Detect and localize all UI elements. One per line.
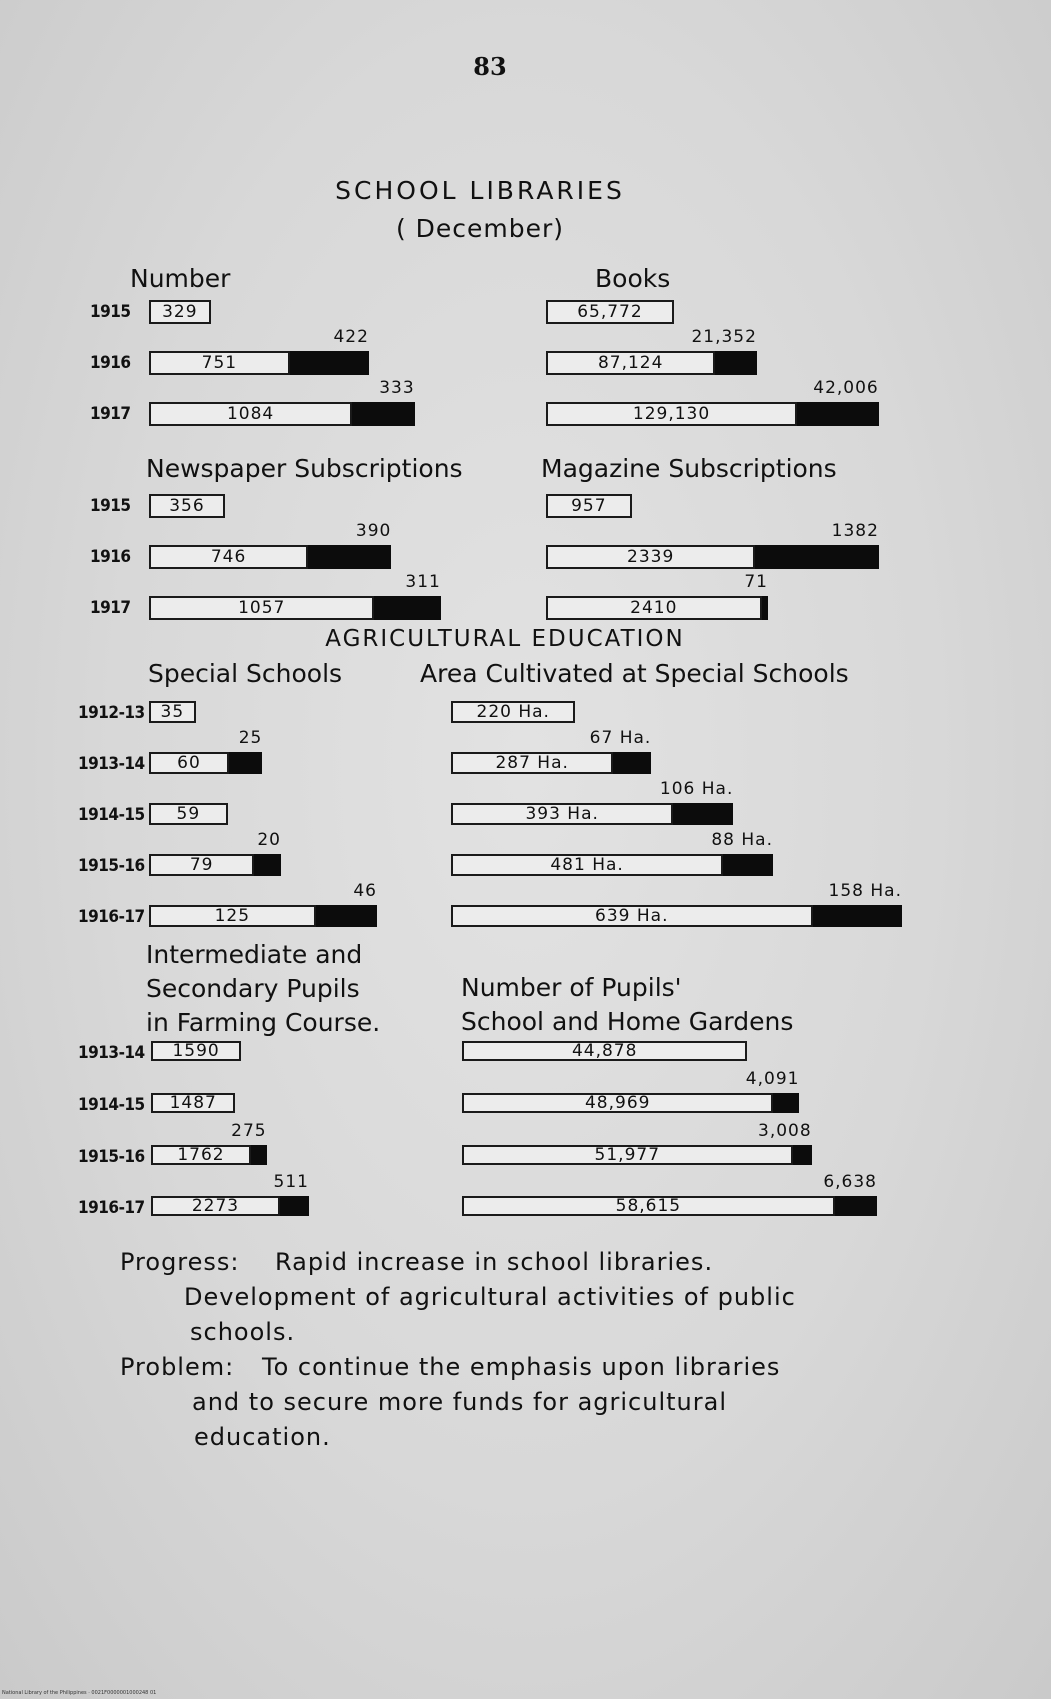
bar-value-label: 1084 — [226, 404, 275, 424]
bar-increase — [316, 905, 377, 927]
chart-title: Number of Pupils' — [461, 973, 682, 1002]
bar-value-label: 87,124 — [597, 353, 664, 373]
bar-value-label: 48,969 — [584, 1093, 651, 1113]
chart-title: Number — [130, 264, 231, 293]
bar-increase — [715, 351, 757, 375]
increase-label: 21,352 — [691, 327, 757, 347]
bar-value-label: 58,615 — [615, 1196, 682, 1216]
bar-value-label: 65,772 — [577, 302, 643, 322]
bar-value-label: 639 Ha. — [595, 906, 669, 926]
increase-label: 511 — [273, 1172, 309, 1192]
bar-value-label: 393 Ha. — [525, 804, 599, 824]
chart-title: Books — [595, 264, 671, 293]
footer-credit: National Library of the Philippines · 0021F0000001000248 01 — [2, 1690, 157, 1696]
row-label: 1916-17 — [78, 1198, 145, 1218]
page-number: 83 — [473, 52, 507, 81]
increase-label: 275 — [231, 1121, 267, 1141]
increase-label: 42,006 — [813, 378, 879, 398]
increase-label: 333 — [379, 378, 415, 398]
chart-title: School and Home Gardens — [461, 1007, 794, 1036]
progress-label: Progress: — [120, 1248, 240, 1276]
bar-increase — [835, 1196, 877, 1216]
progress-line-3: schools. — [190, 1318, 296, 1346]
bar-value-label: 2339 — [627, 547, 675, 567]
bar-value-label: 2410 — [630, 598, 678, 618]
increase-label: 71 — [744, 572, 768, 592]
bar-increase — [613, 752, 651, 774]
chart-title: Secondary Pupils — [146, 974, 360, 1003]
chart-title: Special Schools — [148, 659, 343, 688]
increase-label: 6,638 — [823, 1172, 877, 1192]
bar-increase — [352, 402, 414, 426]
bar-increase — [280, 1196, 309, 1216]
increase-label: 422 — [333, 327, 369, 347]
progress-line-1: Rapid increase in school libraries. — [275, 1248, 714, 1276]
row-label: 1916 — [90, 353, 131, 373]
bar-increase — [755, 545, 879, 569]
bar-value-label: 1057 — [238, 598, 286, 618]
main-title: SCHOOL LIBRARIES — [335, 176, 625, 205]
progress-line-2: Development of agricultural activities of public — [184, 1283, 796, 1311]
row-label: 1916-17 — [78, 907, 145, 927]
increase-label: 3,008 — [758, 1121, 812, 1141]
bar-value-label: 60 — [177, 753, 201, 773]
bar-value-label: 481 Ha. — [550, 855, 624, 875]
increase-label: 88 Ha. — [711, 830, 773, 850]
subtitle: ( December) — [395, 214, 565, 243]
bar-value-label: 1762 — [177, 1145, 225, 1165]
bar-value-label: 125 — [214, 906, 251, 926]
bar-increase — [673, 803, 733, 825]
bar-increase — [308, 545, 391, 569]
bar-increase — [793, 1145, 812, 1165]
row-label: 1912-13 — [78, 703, 145, 723]
row-label: 1915 — [90, 302, 131, 322]
row-label: 1915-16 — [78, 856, 145, 876]
increase-label: 67 Ha. — [589, 728, 652, 748]
bar-value-label: 79 — [189, 855, 214, 875]
chart-title: in Farming Course. — [146, 1008, 381, 1037]
row-label: 1914-15 — [78, 805, 145, 825]
increase-label: 20 — [257, 830, 281, 850]
bar-increase — [254, 854, 281, 876]
bar-value-label: 2273 — [191, 1196, 240, 1216]
row-label: 1917 — [90, 404, 131, 424]
row-label: 1913-14 — [78, 1043, 145, 1063]
increase-label: 25 — [238, 728, 263, 748]
bar-value-label: 129,130 — [632, 404, 711, 424]
increase-label: 4,091 — [745, 1069, 800, 1089]
bar-value-label: 51,977 — [594, 1145, 661, 1165]
problem-line-2: and to secure more funds for agricultural — [192, 1388, 727, 1416]
bar-value-label: 59 — [176, 804, 201, 824]
bar-increase — [813, 905, 902, 927]
bar-value-label: 329 — [162, 302, 198, 322]
bar-value-label: 35 — [160, 702, 185, 722]
bar-value-label: 751 — [201, 353, 238, 373]
bar-value-label: 220 Ha. — [476, 702, 550, 722]
bar-increase — [762, 596, 768, 620]
bar-increase — [374, 596, 440, 620]
row-label: 1915-16 — [78, 1147, 145, 1167]
problem-label: Problem: — [120, 1353, 235, 1381]
row-label: 1915 — [90, 496, 131, 516]
increase-label: 390 — [355, 521, 392, 541]
bar-value-label: 746 — [210, 547, 247, 567]
bar-value-label: 44,878 — [571, 1041, 638, 1061]
bar-value-label: 287 Ha. — [495, 753, 569, 773]
chart-title: Intermediate and — [146, 940, 363, 969]
bar-increase — [797, 402, 879, 426]
increase-label: 1382 — [831, 521, 879, 541]
chart-title: Magazine Subscriptions — [541, 454, 837, 483]
increase-label: 158 Ha. — [828, 881, 902, 901]
increase-label: 106 Ha. — [659, 779, 734, 799]
bar-increase — [723, 854, 773, 876]
chart-title: Newspaper Subscriptions — [146, 454, 463, 483]
problem-line-1: To continue the emphasis upon libraries — [262, 1353, 781, 1381]
row-label: 1916 — [90, 547, 131, 567]
bar-value-label: 356 — [169, 496, 205, 516]
bar-increase — [251, 1145, 267, 1165]
bar-value-label: 1590 — [172, 1041, 220, 1061]
bar-value-label: 957 — [571, 496, 607, 516]
section-title: AGRICULTURAL EDUCATION — [325, 626, 685, 652]
bar-increase — [229, 752, 262, 774]
row-label: 1914-15 — [78, 1095, 145, 1115]
row-label: 1917 — [90, 598, 131, 618]
bar-increase — [290, 351, 369, 375]
problem-line-3: education. — [194, 1423, 331, 1451]
bar-increase — [773, 1093, 799, 1113]
increase-label: 311 — [405, 572, 441, 592]
increase-label: 46 — [353, 881, 377, 901]
row-label: 1913-14 — [78, 754, 145, 774]
bar-value-label: 1487 — [169, 1093, 217, 1113]
chart-title: Area Cultivated at Special Schools — [420, 659, 849, 688]
